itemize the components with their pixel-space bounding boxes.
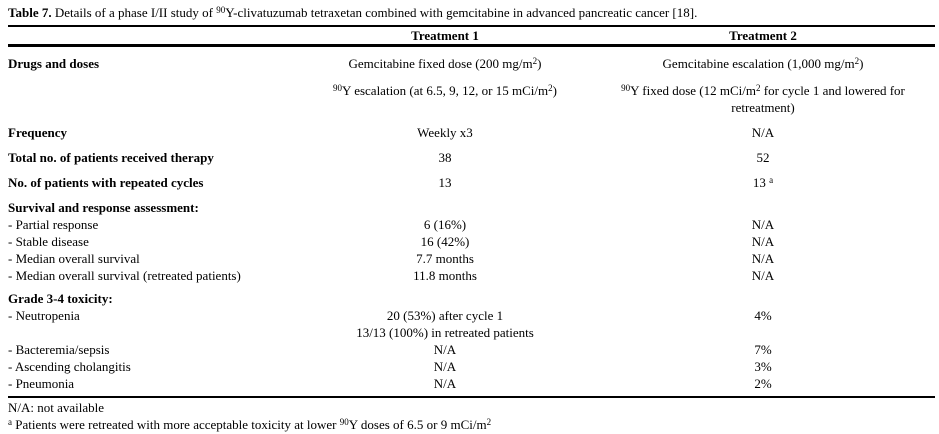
table-row xyxy=(8,124,935,141)
section-header-row xyxy=(8,290,935,307)
table-row xyxy=(8,358,935,375)
row-label: Grade 3-4 toxicity: xyxy=(8,291,113,306)
footnotes xyxy=(8,398,935,433)
section-header-row xyxy=(8,199,935,216)
row-label: Survival and response assessment: xyxy=(8,200,199,215)
table-row xyxy=(8,267,935,284)
header-treatment-1: Treatment 1 xyxy=(411,28,479,43)
table-caption xyxy=(8,4,935,27)
treatment-2-cell xyxy=(595,55,935,116)
treatment-2-cell xyxy=(595,199,935,216)
treatment-1-cell xyxy=(295,199,595,216)
superscript: 2 xyxy=(548,83,553,93)
table-row xyxy=(8,375,935,392)
cell-line: Weekly x3 xyxy=(417,125,473,140)
table-caption-label: Table 7. xyxy=(8,5,52,20)
treatment-2-cell xyxy=(595,341,935,358)
treatment-1-cell xyxy=(295,174,595,191)
table-row xyxy=(8,55,935,116)
row-label: Frequency xyxy=(8,125,67,140)
treatment-1-cell xyxy=(295,290,595,307)
row-label: Drugs and doses xyxy=(8,56,100,71)
cell-line: 2% xyxy=(754,376,772,391)
treatment-2-cell xyxy=(595,267,935,284)
treatment-1-cell xyxy=(295,55,595,116)
cell-line: 13 xyxy=(438,175,452,190)
treatment-2-cell xyxy=(595,216,935,233)
table-row xyxy=(8,341,935,358)
cell-line: 38 xyxy=(438,150,452,165)
cell-line: 13 $^a$ xyxy=(752,175,774,190)
footnote-line: N/A: not available xyxy=(8,400,105,415)
cell-line: 16 (42%) xyxy=(420,234,470,249)
treatment-2-cell xyxy=(595,233,935,250)
cell-line: N/A xyxy=(751,217,775,232)
cell-line: Gemcitabine escalation (1,000 $mg/m^2$) xyxy=(662,56,864,71)
table-header-row xyxy=(8,27,935,47)
cell-line: $^{90}$Y fixed dose (12 mCi/$m^2$ for cycle 1 and lowered for retreatment) xyxy=(621,83,905,115)
row-label: - Pneumonia xyxy=(8,376,75,391)
table-body xyxy=(8,47,935,398)
table-row xyxy=(8,216,935,233)
row-label: - Bacteremia/sepsis xyxy=(8,342,110,357)
treatment-1-cell xyxy=(295,307,595,341)
footnote-line: $^a$ Patients were retreated with more acceptable toxicity at lower $^{90}$Y doses of 6.5 or 9 mCi/$m^2$ xyxy=(8,417,492,432)
header-empty-cell xyxy=(8,29,295,43)
cell-line: 3% xyxy=(754,359,772,374)
row-label: No. of patients with repeated cycles xyxy=(8,175,204,190)
cell-line: N/A xyxy=(433,376,457,391)
row-label: Total no. of patients received therapy xyxy=(8,150,214,165)
table-row xyxy=(8,307,935,341)
treatment-2-cell xyxy=(595,124,935,141)
row-label: - Ascending cholangitis xyxy=(8,359,131,374)
cell-line: 52 xyxy=(756,150,770,165)
row-label: - Median overall survival xyxy=(8,251,140,266)
table-row xyxy=(8,233,935,250)
treatment-2-cell xyxy=(595,174,935,191)
superscript: 2 xyxy=(486,417,492,427)
table-row xyxy=(8,149,935,166)
superscript: 90 xyxy=(333,83,343,93)
cell-line: $^{90}$Y escalation (at 6.5, 9, 12, or 15 mCi/$m^2$) xyxy=(333,83,557,98)
superscript: 2 xyxy=(532,56,538,66)
superscript: 2 xyxy=(756,83,761,93)
row-label: - Neutropenia xyxy=(8,308,80,323)
treatment-1-cell xyxy=(295,216,595,233)
treatment-1-cell xyxy=(295,341,595,358)
treatment-1-cell xyxy=(295,358,595,375)
row-label: - Stable disease xyxy=(8,234,89,249)
cell-line: Gemcitabine fixed dose (200 $mg/m^2$) xyxy=(348,56,542,71)
cell-line: 20 (53%) after cycle 1 xyxy=(386,308,504,323)
cell-line: N/A xyxy=(751,234,775,249)
row-label: - Partial response xyxy=(8,217,99,232)
cell-line: 7.7 months xyxy=(416,251,474,266)
cell-line: N/A xyxy=(751,251,775,266)
treatment-1-cell xyxy=(295,375,595,392)
cell-line: N/A xyxy=(751,268,775,283)
superscript: 90 xyxy=(216,5,226,15)
cell-line: 6 (16%) xyxy=(423,217,467,232)
cell-line: N/A xyxy=(751,125,775,140)
treatment-2-cell xyxy=(595,149,935,166)
treatment-2-cell xyxy=(595,358,935,375)
cell-line: 13/13 (100%) in retreated patients xyxy=(356,325,534,340)
superscript: a xyxy=(8,417,12,427)
table-caption-text: Details of a phase I/II study of $^{90}$Y-clivatuzumab tetraxetan combined with gemcitabine in advanced pancreatic cancer [18]. xyxy=(51,5,698,20)
cell-line: N/A xyxy=(433,359,457,374)
cell-line: N/A xyxy=(433,342,457,357)
superscript: a xyxy=(769,175,774,185)
cell-line: 7% xyxy=(754,342,772,357)
header-treatment-2: Treatment 2 xyxy=(729,28,797,43)
superscript: 90 xyxy=(621,83,631,93)
superscript: 90 xyxy=(339,417,349,427)
treatment-2-cell xyxy=(595,250,935,267)
treatment-1-cell xyxy=(295,149,595,166)
table-row xyxy=(8,250,935,267)
treatment-1-cell xyxy=(295,267,595,284)
cell-line: 11.8 months xyxy=(413,268,477,283)
treatment-1-cell xyxy=(295,233,595,250)
table-row xyxy=(8,174,935,191)
treatment-2-cell xyxy=(595,375,935,392)
treatment-2-cell xyxy=(595,307,935,341)
row-label: - Median overall survival (retreated patients) xyxy=(8,268,241,283)
cell-line: 4% xyxy=(754,308,772,323)
treatment-1-cell xyxy=(295,250,595,267)
treatment-2-cell xyxy=(595,290,935,307)
treatment-1-cell xyxy=(295,124,595,141)
superscript: 2 xyxy=(854,56,860,66)
